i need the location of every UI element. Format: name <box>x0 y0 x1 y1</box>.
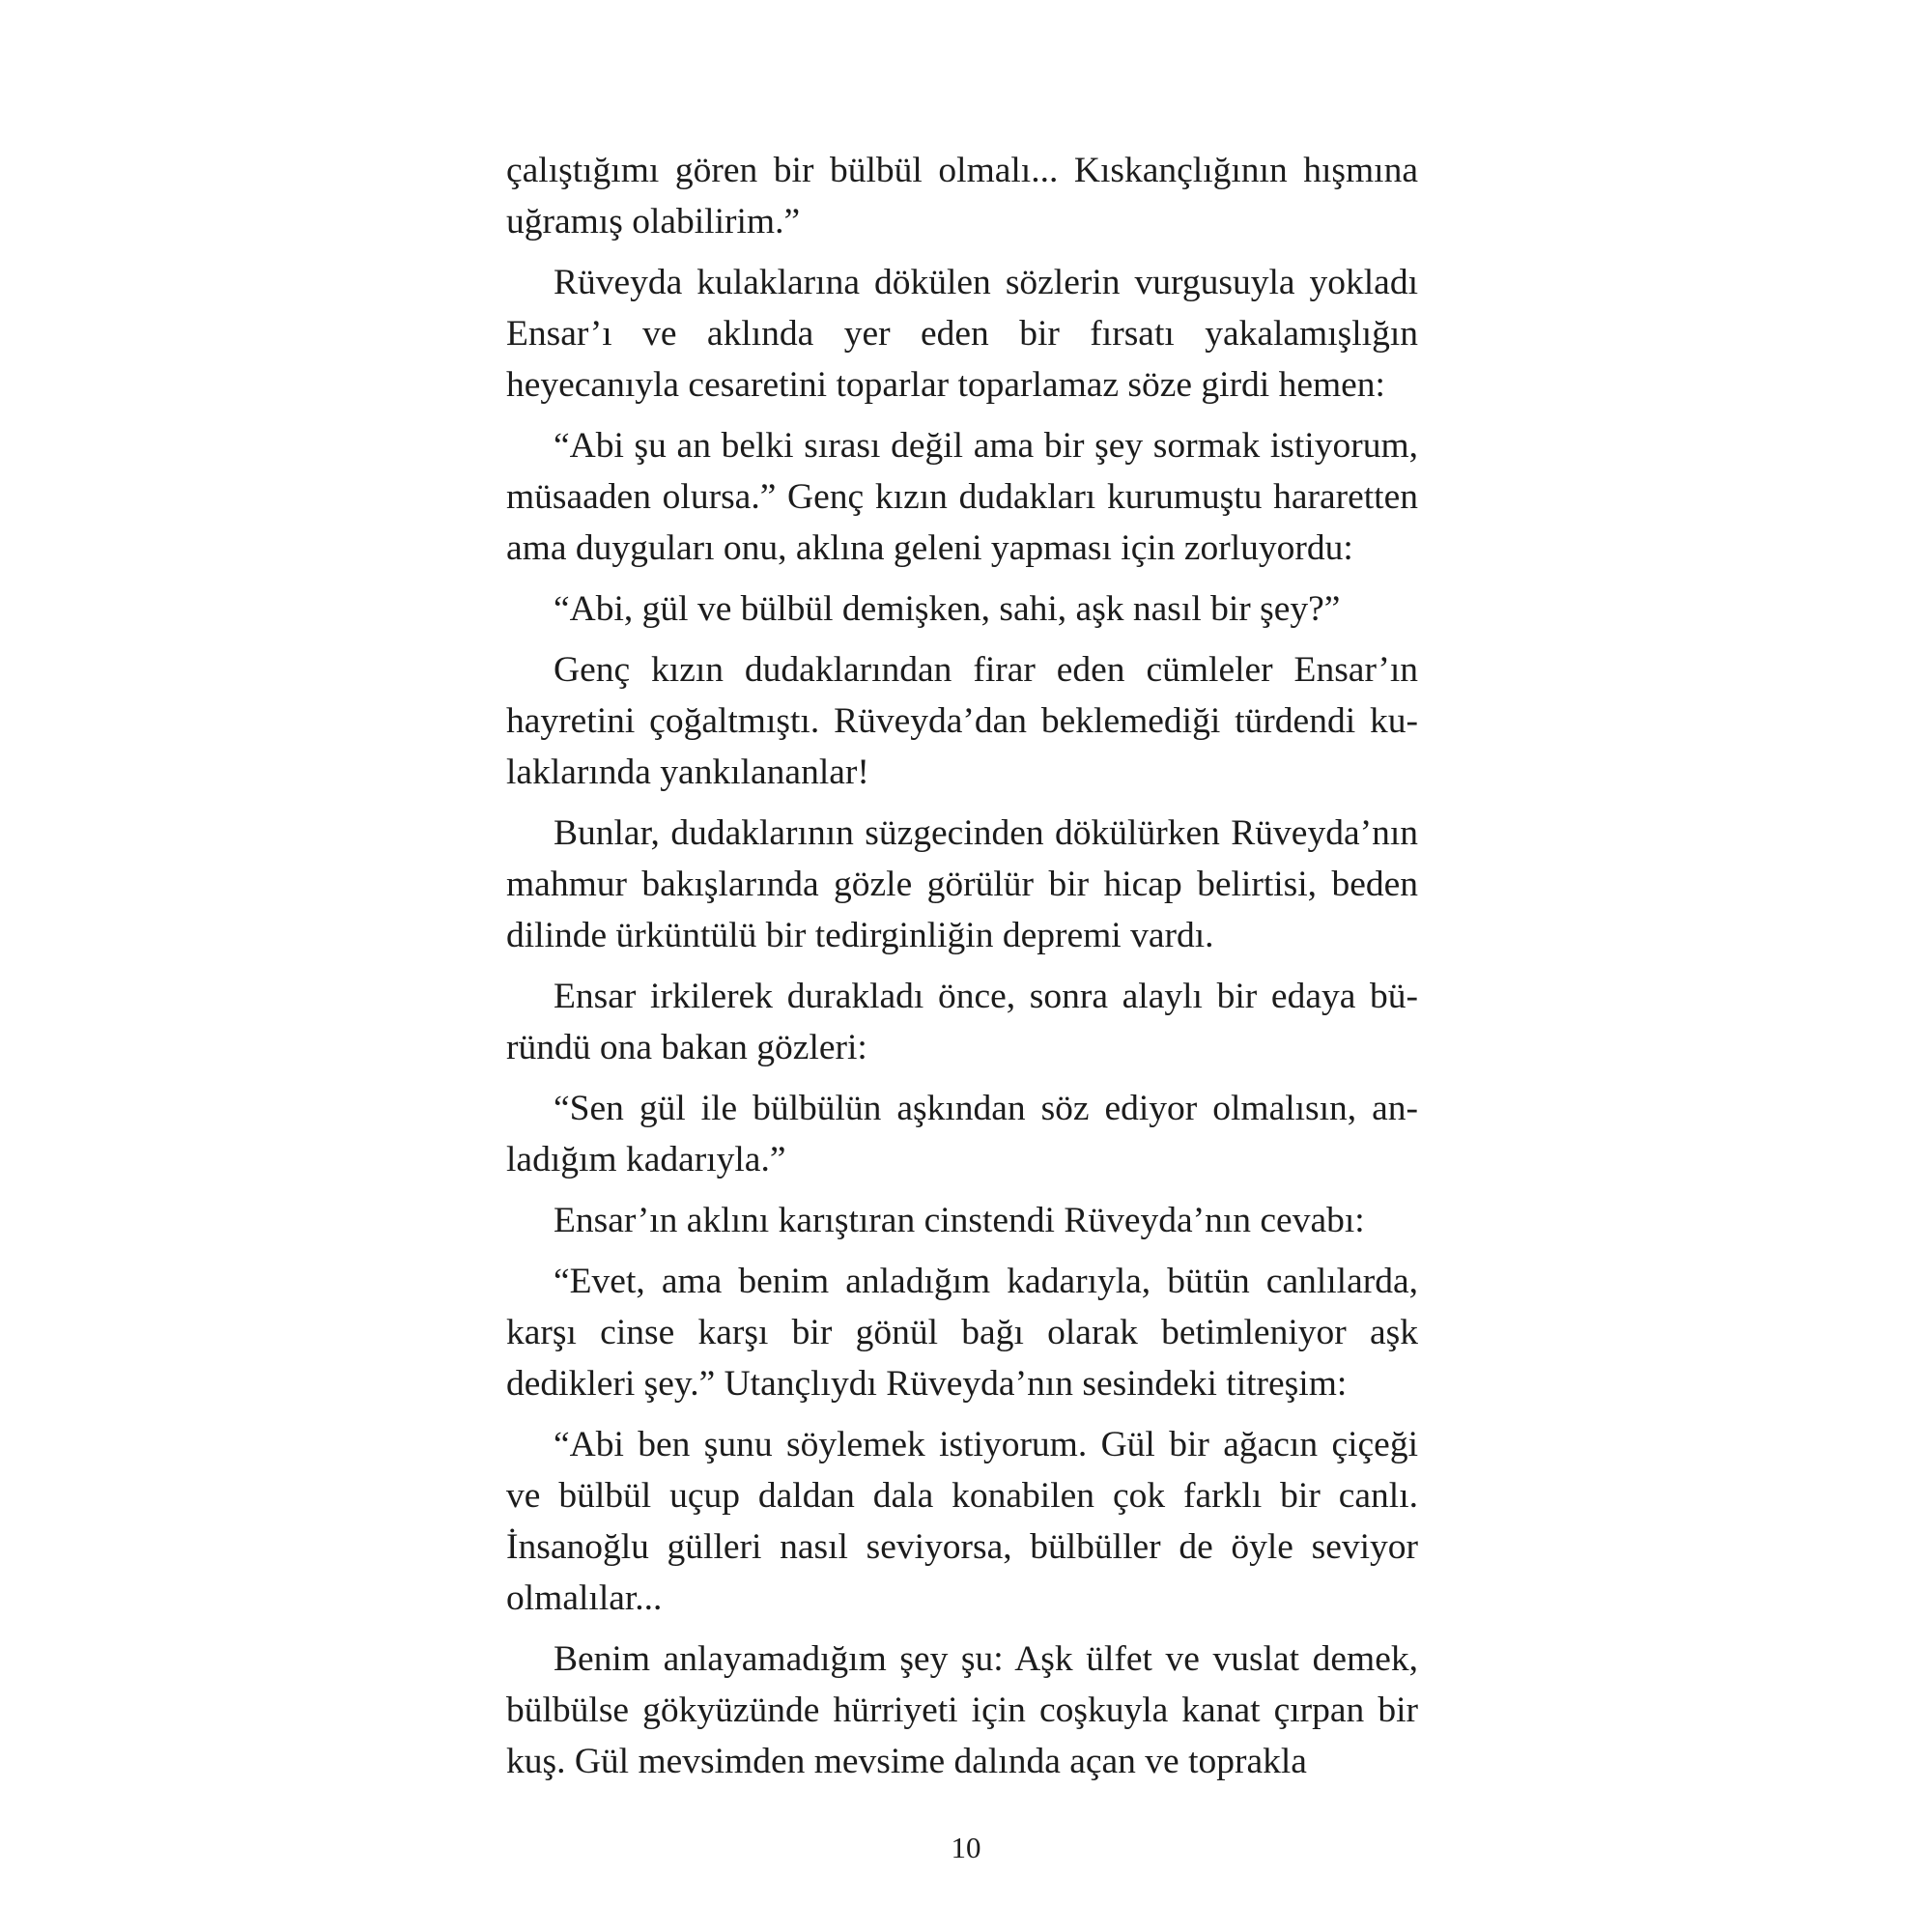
paragraph-11: “Abi ben şunu söylemek istiyorum. Gül bir ağacın çiçeği ve bülbül uçup daldan dala konabilen çok farklı bir canlı. İnsanoğlu gülleri nasıl seviyorsa, bülbüller de öyle seviyor olmalılar... <box>506 1425 1418 1618</box>
paragraph-6: Bunlar, dudaklarının süzgecinden dökülürken Rüveyda’nın mahmur bakışlarında gözle görülür bir hicap belirtisi, beden dilinde ürküntülü bir tedirginliğin depremi vardı. <box>506 813 1418 955</box>
paragraph-8: “Sen gül ile bülbülün aşkından söz ediyor olmalısın, an-ladığım kadarıyla.” <box>506 1089 1418 1179</box>
paragraph-2: Rüveyda kulaklarına dökülen sözlerin vurgusuyla yokladı Ensar’ı ve aklında yer eden bir fırsatı yakalamışlığın heyecanıyla cesaretini toparlar toparlamaz söze girdi hemen: <box>506 263 1418 405</box>
paragraph-7: Ensar irkilerek durakladı önce, sonra alaylı bir edaya bü-ründü ona bakan gözleri: <box>506 977 1418 1067</box>
paragraph-4: “Abi, gül ve bülbül demişken, sahi, aşk nasıl bir şey?” <box>554 589 1341 629</box>
paragraph-3: “Abi şu an belki sırası değil ama bir şey sormak istiyorum, müsaaden olursa.” Genç kızın dudakları kurumuştu hararetten ama duyguları onu, aklına geleni yapması için zorluyordu: <box>506 426 1418 568</box>
paragraph-9: Ensar’ın aklını karıştıran cinstendi Rüveyda’nın cevabı: <box>554 1201 1365 1240</box>
paragraph-5: Genç kızın dudaklarından firar eden cümleler Ensar’ın hayretini çoğaltmıştı. Rüveyda’dan beklemediği türdendi ku-laklarında yankılananlar! <box>506 650 1418 792</box>
page-number: 10 <box>951 1831 981 1864</box>
paragraph-1: çalıştığımı gören bir bülbül olmalı... Kıskançlığının hışmına uğramış olabilirim.” <box>506 151 1418 242</box>
body-text <box>506 145 1418 1797</box>
paragraph-12: Benim anlayamadığım şey şu: Aşk ülfet ve vuslat demek, bülbülse gökyüzünde hürriyeti için coşkuyla kanat çırpan bir kuş. Gül mevsimden mevsime dalında açan ve toprakla <box>506 1639 1418 1781</box>
paragraph-10: “Evet, ama benim anladığım kadarıyla, bütün canlılarda, karşı cinse karşı bir gönül bağı olarak betimleniyor aşk dedikleri şey.” Utançlıydı Rüveyda’nın sesindeki titreşim: <box>506 1262 1418 1404</box>
